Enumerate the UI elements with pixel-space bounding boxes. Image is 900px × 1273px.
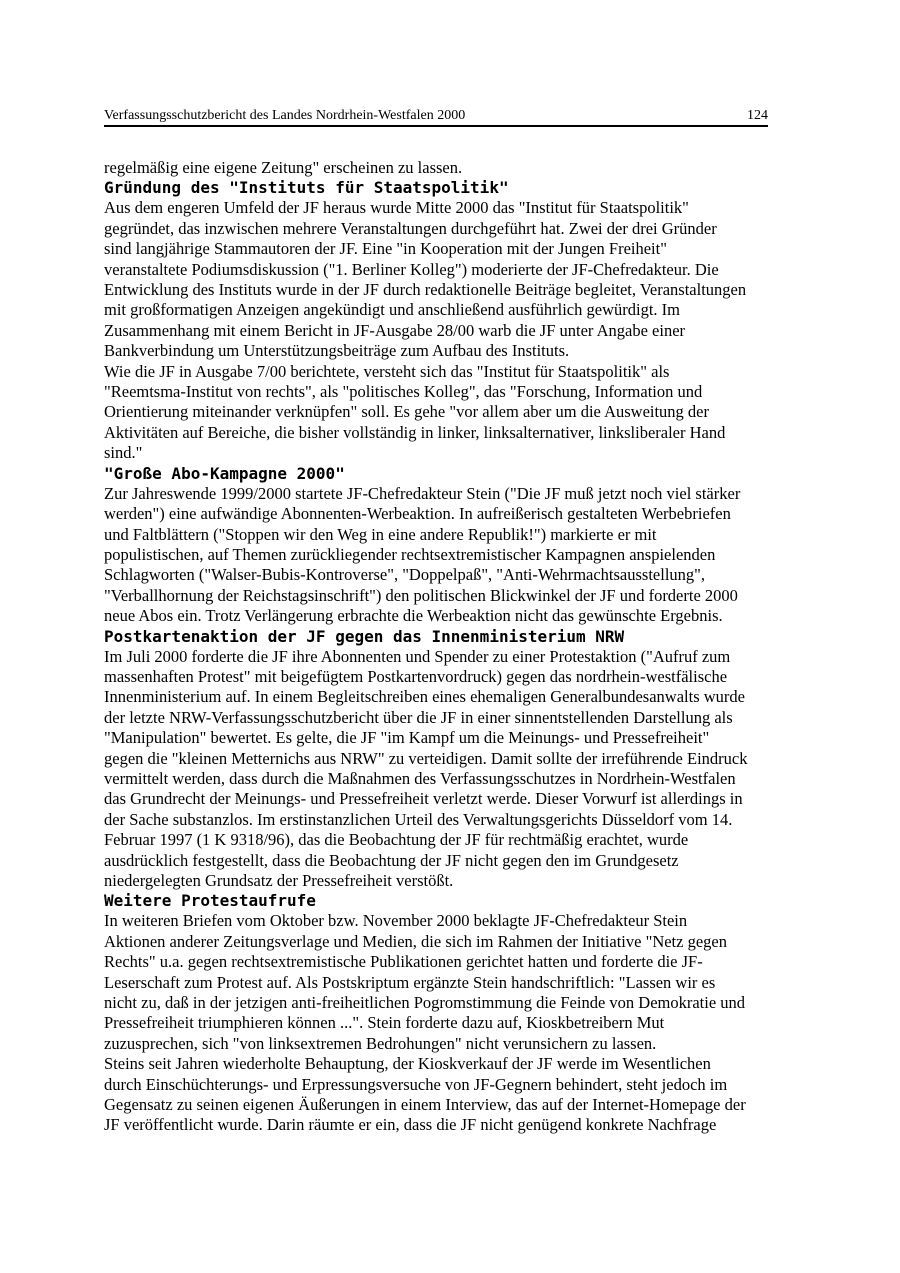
- paragraph-protestaufrufe-1: In weiteren Briefen vom Oktober bzw. November 2000 beklagte JF-Chefredakteur Stein Aktionen anderer Zeitungsverlage und Medien, die sich im Rahmen der Initiative "Netz gegen Rechts" u.a. gegen rechtsextremistische Publikationen gerichtet hatten und forderte die JF- Leserschaft zum Protest auf. Als Postskriptum ergänzte Stein handschriftlich: "Lassen wir es nicht zu, daß in der jetzigen anti-freiheitlichen Pogromstimmung die Feinde von Demokratie und Pressefreiheit triumphieren können ...". Stein forderte dazu auf, Kioskbetreibern Mut zuzusprechen, sich "von linksextremen Bedrohungen" nicht verunsichern zu lassen.: [104, 911, 746, 1053]
- intro-paragraph: regelmäßig eine eigene Zeitung" erscheinen zu lassen.: [104, 158, 463, 177]
- page-header: [104, 107, 768, 127]
- paragraph-postkartenaktion: Im Juli 2000 forderte die JF ihre Abonnenten und Spender zu einer Protestaktion ("Aufruf zum massenhaften Protest" mit beigefügtem Postkartenvordruck) gegen das nordrhein-westfälische Innenministerium auf. In einem Begleitschreiben eines ehemaligen Generalbundesanwalts wurde der letzte NRW-Verfassungsschutzbericht über die JF in einer sinnentstellenden Darstellung als "Manipulation" bewertet. Es gelte, die JF "im Kampf um die Meinungs- und Pressefreiheit" gegen die "kleinen Metternichs aus NRW" zu verteidigen. Damit sollte der irreführende Eindruck vermittelt werden, dass durch die Maßnahmen des Verfassungsschutzes in Nordrhein-Westfalen das Grundrecht der Meinungs- und Pressefreiheit verletzt werde. Dieser Vorwurf ist allerdings in der Sache substanzlos. Im erstinstanzlichen Urteil des Verwaltungsgerichts Düsseldorf vom 14. Februar 1997 (1 K 9318/96), das die Beobachtung der JF für rechtmäßig erachtet, wurde ausdrücklich festgestellt, dass die Beobachtung der JF nicht gegen den im Grundgesetz niedergelegten Grundsatz der Pressefreiheit verstößt.: [104, 646, 748, 890]
- section-heading-institut: Gründung des "Instituts für Staatspolitik": [104, 178, 509, 198]
- paragraph-protestaufrufe-2: Steins seit Jahren wiederholte Behauptung, der Kioskverkauf der JF werde im Wesentlichen durch Einschüchterungs- und Erpressungsversuche von JF-Gegnern behindert, steht jedoch im Gegensatz zu seinen eigenen Äußerungen in einem Interview, das auf der Internet-Homepage der JF veröffentlicht wurde. Darin räumte er ein, dass die JF nicht genügend konkrete Nachfrage: [104, 1054, 746, 1135]
- paragraph-institut-1: Aus dem engeren Umfeld der JF heraus wurde Mitte 2000 das "Institut für Staatspolitik" gegründet, das inzwischen mehrere Veranstaltungen durchgeführt hat. Zwei der drei Gründer sind langjährige Stammautoren der JF. Eine "in Kooperation mit der Jungen Freiheit" veranstaltete Podiumsdiskussion ("1. Berliner Kolleg") moderierte der JF-Chefredakteur. Die Entwicklung des Instituts wurde in der JF durch redaktionelle Beiträge begleitet, Veranstaltungen mit großformatigen Anzeigen angekündigt und anschließend ausführlich gewürdigt. Im Zusammenhang mit einem Bericht in JF-Ausgabe 28/00 warb die JF unter Angabe einer Bankverbindung um Unterstützungsbeiträge zum Aufbau des Instituts.: [104, 198, 747, 361]
- section-heading-protestaufrufe: Weitere Protestaufrufe: [104, 891, 316, 911]
- header-title: Verfassungsschutzbericht des Landes Nordrhein-Westfalen 2000: [104, 108, 466, 123]
- paragraph-institut-2: Wie die JF in Ausgabe 7/00 berichtete, versteht sich das "Institut für Staatspolitik" als "Reemtsma-Institut von rechts", als "politisches Kolleg", das "Forschung, Information und Orientierung miteinander verknüpfen" soll. Es gehe "vor allem aber um die Ausweitung der Aktivitäten auf Bereiche, die bisher vollständig in linker, linksalternativer, linksliberaler Hand sind.": [104, 361, 726, 463]
- section-heading-postkartenaktion: Postkartenaktion der JF gegen das Innenministerium NRW: [104, 626, 625, 646]
- body-text: [104, 158, 804, 1136]
- section-heading-abo-kampagne: "Große Abo-Kampagne 2000": [104, 463, 345, 483]
- paragraph-abo-kampagne: Zur Jahreswende 1999/2000 startete JF-Chefredakteur Stein ("Die JF muß jetzt noch viel stärker werden") eine aufwändige Abonnenten-Werbeaktion. In aufreißerisch gestalteten Werbebriefen und Faltblättern ("Stoppen wir den Weg in eine andere Republik!") markierte er mit populistischen, auf Themen zurückliegender rechtsextremistischer Kampagnen anspielenden Schlagworten ("Walser-Bubis-Kontroverse", "Doppelpaß", "Anti-Wehrmachtsausstellung", "Verballhornung der Reichstagsinschrift") den politischen Blickwinkel der JF und forderte 2000 neue Abos ein. Trotz Verlängerung erbrachte die Werbeaktion nicht das gewünschte Ergebnis.: [104, 483, 741, 626]
- page-number: 124: [747, 108, 768, 123]
